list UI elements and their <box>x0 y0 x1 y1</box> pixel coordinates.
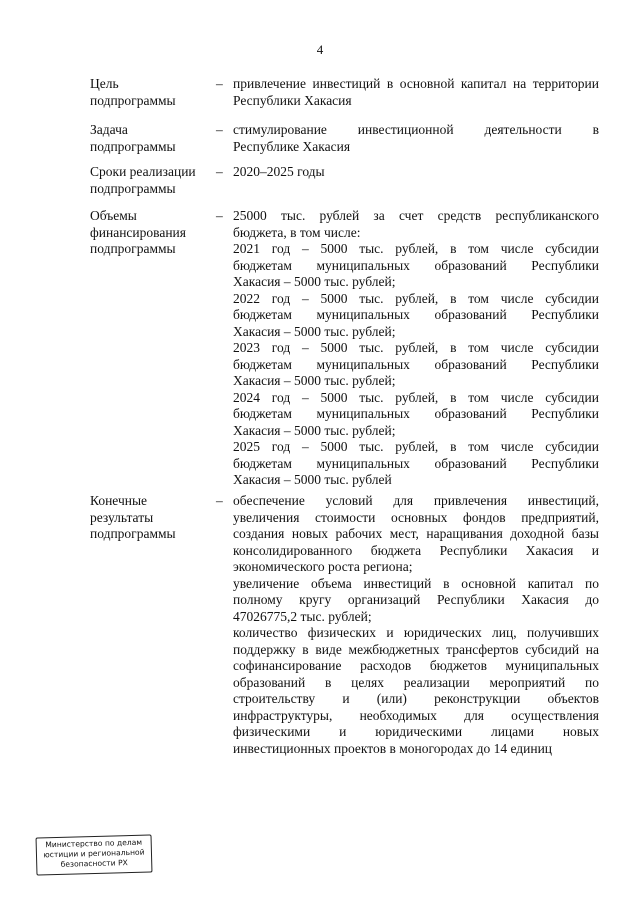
row-value-line: Хакасия – 5000 тыс. рублей; <box>233 422 396 438</box>
row-value-line: 2022 год – 5000 тыс. рублей, в том числе субсидии <box>233 290 599 306</box>
row-value-line: 2025 год – 5000 тыс. рублей, в том числе субсидии <box>233 439 599 454</box>
row-value-line: стимулирование инвестиционной деятельности в <box>233 122 599 137</box>
row-label-line: подпрограммы <box>90 92 176 108</box>
row-value <box>233 164 599 181</box>
row-value-line: бюджетам муниципальных образований Республики <box>233 257 599 273</box>
row-value-line: 25000 тыс. рублей за счет средств республиканского <box>233 208 599 223</box>
row-value-line: 47026775,2 тыс. рублей; <box>233 608 372 624</box>
row-value-line: количество физических и юридических лиц, получивших <box>233 625 599 640</box>
row-value <box>233 122 599 155</box>
row-value-line: экономического роста региона; <box>233 559 413 574</box>
row-value-line: бюджетам муниципальных образований Республики <box>233 455 599 471</box>
row-label-line: подпрограммы <box>90 526 176 541</box>
row-value-line: бюджетам муниципальных образований Республики <box>233 356 599 372</box>
row-value <box>233 76 599 109</box>
row-value-line: Республики Хакасия <box>233 92 352 108</box>
registration-stamp <box>36 834 153 875</box>
stamp-line: Министерство по делам <box>45 837 143 850</box>
row-dash: – <box>216 164 223 179</box>
row-label-line: Объемы <box>90 208 137 223</box>
row-value-line: поддержку в виде межбюджетных трансфертов субсидий на <box>233 641 599 657</box>
row-label <box>90 208 215 258</box>
stamp-line: юстиции и региональной <box>43 847 145 860</box>
row-label-line: Конечные <box>90 493 148 508</box>
row-value-line: привлечение инвестиций в основной капитал на территории <box>233 76 599 91</box>
row-value-line: 2021 год – 5000 тыс. рублей, в том числе субсидии <box>233 241 599 256</box>
row-value-line: 2020–2025 годы <box>233 164 325 179</box>
row-value-line: Республике Хакасия <box>233 138 351 154</box>
page-number: 4 <box>316 42 324 57</box>
row-value-line: инфраструктуры, необходимых для осуществления <box>233 707 599 723</box>
row-value-line: полному кругу организаций Республики Хакасия до <box>233 592 599 607</box>
row-label-line: подпрограммы <box>90 241 176 256</box>
row-value-line: Хакасия – 5000 тыс. рублей <box>233 472 392 487</box>
row-value-line: инвестиционных проектов в моногородах до 14 единиц <box>233 740 553 756</box>
stamp-line: безопасности РХ <box>60 858 128 869</box>
row-label-line: финансирования <box>90 224 186 240</box>
row-value <box>233 493 599 757</box>
row-value-line: бюджетам муниципальных образований Республики <box>233 406 599 421</box>
row-label-line: результаты <box>90 509 154 525</box>
row-value-line: обеспечение условий для привлечения инвестиций, <box>233 493 599 508</box>
row-value-line: Хакасия – 5000 тыс. рублей; <box>233 323 396 339</box>
row-label-line: Сроки реализации <box>90 164 196 179</box>
row-label-line: Цель <box>90 76 119 91</box>
row-value-line: консолидированного бюджета Республики Хакасия и <box>233 542 599 558</box>
row-value-line: увеличение объема инвестиций в основной капитал по <box>233 575 599 591</box>
row-label <box>90 76 215 109</box>
row-label <box>90 493 215 543</box>
row-label <box>90 164 215 197</box>
row-value-line: создания новых рабочих мест, наращивания доходной базы <box>233 526 599 541</box>
row-value-line: софинансирование расходов бюджетов муниципальных <box>233 658 599 673</box>
row-label-line: подпрограммы <box>90 138 176 154</box>
row-label <box>90 122 215 155</box>
row-value-line: увеличения стоимости основных фондов предприятий, <box>233 509 599 525</box>
row-dash: – <box>216 76 223 91</box>
row-value-line: 2023 год – 5000 тыс. рублей, в том числе субсидии <box>233 340 599 355</box>
row-value-line: бюджета, в том числе: <box>233 224 361 240</box>
row-value <box>233 208 599 489</box>
row-value-line: строительству и (или) реконструкции объектов <box>233 691 599 706</box>
row-dash: – <box>216 493 223 508</box>
row-value-line: 2024 год – 5000 тыс. рублей, в том числе субсидии <box>233 389 599 405</box>
row-label-line: Задача <box>90 122 128 137</box>
row-value-line: Хакасия – 5000 тыс. рублей; <box>233 274 396 289</box>
row-value-line: образований в целях реализации мероприятий по <box>233 674 599 690</box>
row-value-line: физическими и юридическими лицами новых <box>233 724 599 739</box>
row-value-line: бюджетам муниципальных образований Республики <box>233 307 599 322</box>
row-label-line: подпрограммы <box>90 180 176 196</box>
row-dash: – <box>216 208 223 223</box>
row-value-line: Хакасия – 5000 тыс. рублей; <box>233 373 396 388</box>
row-dash: – <box>216 122 223 137</box>
